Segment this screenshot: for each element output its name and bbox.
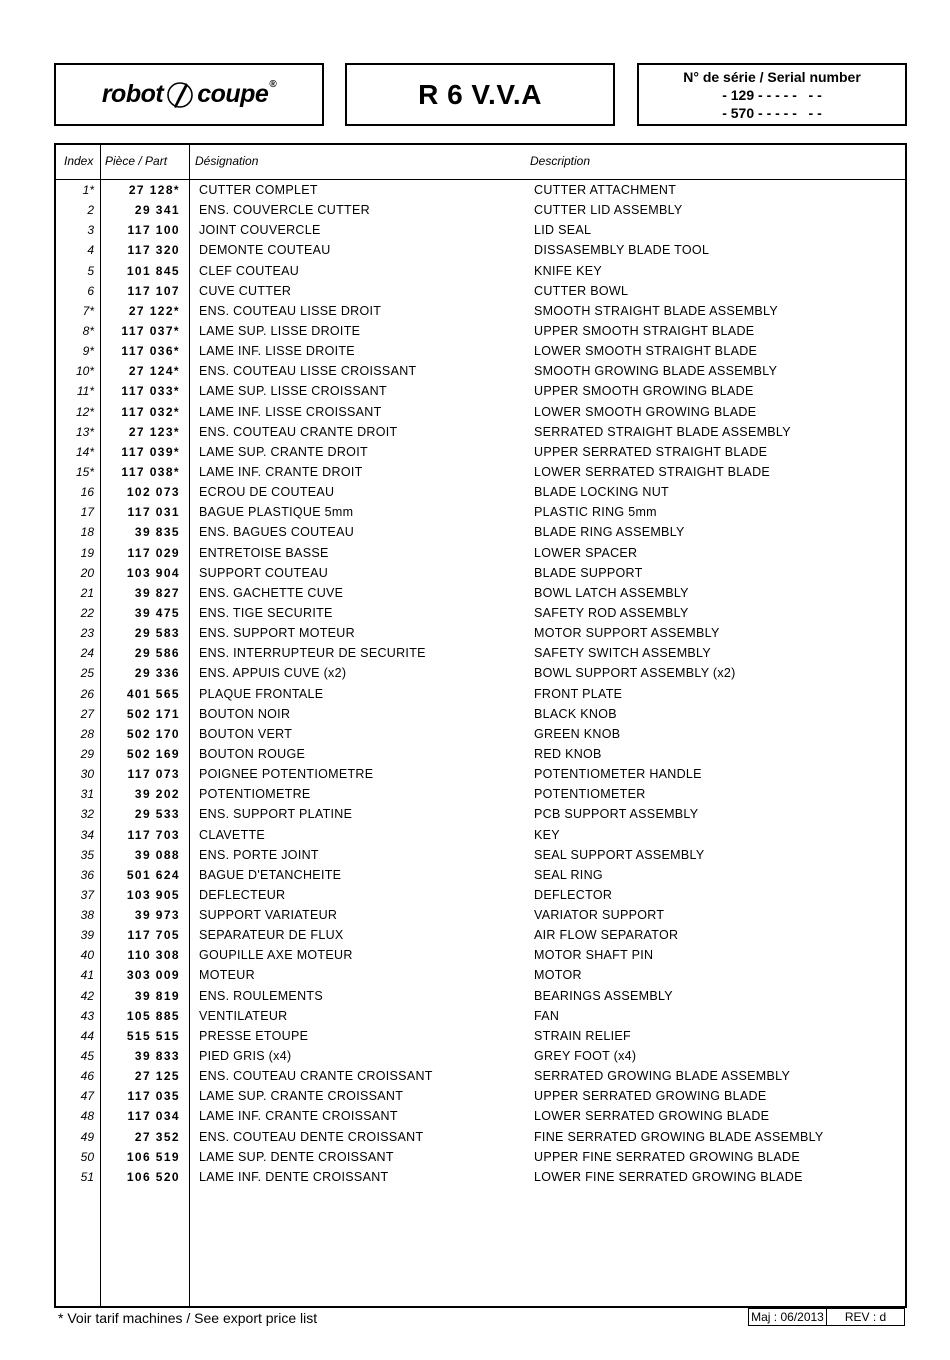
table-row — [56, 964, 905, 984]
row-index: 32 — [80, 807, 94, 822]
logo-knife-icon — [165, 78, 195, 112]
row-description: BOWL LATCH ASSEMBLY — [534, 585, 689, 600]
row-part-number: 117 035 — [127, 1089, 180, 1104]
row-description: LOWER SMOOTH GROWING BLADE — [534, 404, 757, 419]
row-designation: DEFLECTEUR — [199, 887, 286, 902]
row-part-number: 117 100 — [127, 223, 180, 238]
table-row — [56, 1166, 905, 1186]
row-description: BLADE RING ASSEMBLY — [534, 525, 685, 540]
row-part-number: 27 352 — [134, 1129, 180, 1144]
table-row — [56, 783, 905, 803]
table-row — [56, 521, 905, 541]
row-designation: BOUTON ROUGE — [199, 746, 306, 761]
row-designation: PLAQUE FRONTALE — [199, 686, 324, 701]
row-index: 2 — [87, 203, 94, 218]
row-description: UPPER SERRATED STRAIGHT BLADE — [534, 444, 768, 459]
table-row — [56, 582, 905, 602]
row-description: FAN — [534, 1008, 560, 1023]
row-index: 46 — [80, 1069, 94, 1084]
table-row — [56, 219, 905, 239]
row-designation: MOTEUR — [199, 968, 255, 983]
row-index: 35 — [80, 847, 94, 862]
table-row — [56, 1146, 905, 1166]
table-row — [56, 642, 905, 662]
row-index: 25 — [80, 666, 94, 681]
row-index: 36 — [80, 867, 94, 882]
row-description: BLACK KNOB — [534, 706, 617, 721]
row-index: 20 — [80, 565, 94, 580]
row-designation: LAME SUP. DENTE CROISSANT — [199, 1149, 394, 1164]
row-index: 19 — [80, 545, 94, 560]
row-designation: ENS. ROULEMENTS — [199, 988, 323, 1003]
table-row — [56, 260, 905, 280]
row-description: MOTOR SHAFT PIN — [534, 948, 654, 963]
row-part-number: 103 904 — [126, 565, 180, 580]
row-part-number: 117 032* — [121, 404, 180, 419]
row-description: SERRATED GROWING BLADE ASSEMBLY — [534, 1069, 791, 1084]
row-designation: LAME INF. LISSE DROITE — [199, 344, 355, 359]
row-index: 47 — [80, 1089, 94, 1104]
table-row — [56, 803, 905, 823]
row-index: 22 — [80, 605, 94, 620]
row-designation: BOUTON VERT — [199, 726, 293, 741]
row-index: 4 — [87, 243, 94, 258]
row-designation: ECROU DE COUTEAU — [199, 485, 335, 500]
row-part-number: 29 341 — [134, 203, 180, 218]
row-description: BEARINGS ASSEMBLY — [534, 988, 673, 1003]
row-index: 40 — [80, 948, 94, 963]
table-row — [56, 300, 905, 320]
row-designation: LAME SUP. LISSE DROITE — [199, 323, 361, 338]
row-description: SEAL RING — [534, 867, 603, 882]
row-designation: CUTTER COMPLET — [199, 183, 318, 197]
table-row — [56, 622, 905, 642]
parts-table — [54, 143, 907, 1308]
row-description: SMOOTH GROWING BLADE ASSEMBLY — [534, 364, 778, 379]
row-description: KNIFE KEY — [534, 263, 602, 278]
row-designation: CLEF COUTEAU — [199, 263, 300, 278]
row-index: 39 — [80, 928, 94, 943]
row-designation: CLAVETTE — [199, 827, 266, 842]
revision-label: REV : d — [826, 1309, 904, 1325]
row-designation: ENS. GACHETTE CUVE — [199, 585, 344, 600]
table-row — [56, 199, 905, 219]
row-part-number: 117 705 — [127, 928, 180, 943]
row-part-number: 105 885 — [126, 1008, 180, 1023]
serial-box — [637, 63, 907, 126]
row-part-number: 110 308 — [127, 948, 180, 963]
row-part-number: 29 533 — [134, 807, 180, 822]
row-part-number: 117 107 — [127, 283, 180, 298]
row-index: 23 — [80, 626, 94, 641]
row-description: UPPER SERRATED GROWING BLADE — [534, 1089, 767, 1104]
row-designation: BAGUE PLASTIQUE 5mm — [199, 505, 354, 520]
brand-logo — [102, 78, 276, 112]
row-designation: ENS. COUTEAU CRANTE DROIT — [199, 424, 398, 439]
row-part-number: 39 833 — [134, 1049, 180, 1064]
table-row — [56, 360, 905, 380]
row-part-number: 303 009 — [126, 968, 180, 983]
row-designation: ENS. APPUIS CUVE (x2) — [199, 666, 347, 681]
row-index: 14* — [75, 444, 94, 459]
row-part-number: 29 336 — [134, 666, 180, 681]
row-designation: ENS. BAGUES COUTEAU — [199, 525, 355, 540]
row-designation: BOUTON NOIR — [199, 706, 291, 721]
row-description: LOWER SPACER — [534, 545, 638, 560]
row-index: 10* — [75, 364, 94, 379]
column-header-index: Index — [64, 154, 94, 168]
row-description: SMOOTH STRAIGHT BLADE ASSEMBLY — [534, 303, 779, 318]
row-index: 29 — [80, 746, 94, 761]
row-part-number: 502 171 — [126, 706, 180, 721]
row-description: BOWL SUPPORT ASSEMBLY (x2) — [534, 666, 736, 681]
row-part-number: 502 170 — [126, 726, 180, 741]
row-designation: JOINT COUVERCLE — [199, 223, 321, 238]
row-designation: POTENTIOMETRE — [199, 787, 311, 802]
row-description: GREEN KNOB — [534, 726, 621, 741]
row-index: 17 — [80, 505, 94, 520]
row-description: AIR FLOW SEPARATOR — [534, 928, 679, 943]
row-designation: SUPPORT COUTEAU — [199, 565, 329, 580]
row-part-number: 117 033* — [121, 384, 180, 399]
row-part-number: 39 475 — [134, 605, 180, 620]
table-row — [56, 461, 905, 481]
table-row — [56, 844, 905, 864]
row-description: GREY FOOT (x4) — [534, 1049, 637, 1064]
row-index: 37 — [80, 887, 94, 902]
row-description: MOTOR — [534, 968, 582, 983]
table-row — [56, 380, 905, 400]
row-index: 26 — [80, 686, 94, 701]
row-index: 42 — [80, 988, 94, 1003]
row-designation: DEMONTE COUTEAU — [199, 243, 331, 258]
row-index: 8* — [82, 323, 94, 338]
row-part-number: 117 036* — [121, 344, 180, 359]
row-description: KEY — [534, 827, 560, 842]
row-part-number: 39 088 — [134, 847, 180, 862]
table-row — [56, 1126, 905, 1146]
row-designation: LAME SUP. LISSE CROISSANT — [199, 384, 387, 399]
row-description: VARIATOR SUPPORT — [534, 908, 665, 923]
row-index: 30 — [80, 767, 94, 782]
row-designation: LAME SUP. CRANTE DROIT — [199, 444, 368, 459]
row-description: UPPER SMOOTH GROWING BLADE — [534, 384, 754, 399]
row-part-number: 103 905 — [126, 887, 180, 902]
row-designation: ENS. COUTEAU LISSE DROIT — [199, 303, 382, 318]
row-description: SAFETY SWITCH ASSEMBLY — [534, 646, 712, 661]
revision-box — [748, 1308, 905, 1326]
row-designation: LAME INF. LISSE CROISSANT — [199, 404, 382, 419]
row-designation: ENS. TIGE SECURITE — [199, 605, 333, 620]
row-index: 12* — [75, 404, 94, 419]
row-part-number: 39 827 — [134, 585, 180, 600]
row-description: UPPER FINE SERRATED GROWING BLADE — [534, 1149, 800, 1164]
table-row — [56, 662, 905, 682]
row-index: 5 — [87, 263, 94, 278]
row-index: 38 — [80, 908, 94, 923]
row-description: RED KNOB — [534, 746, 602, 761]
row-description: LOWER SERRATED GROWING BLADE — [534, 1109, 770, 1124]
row-index: 13* — [75, 424, 94, 439]
row-part-number: 106 519 — [126, 1149, 180, 1164]
table-row — [56, 985, 905, 1005]
table-row — [56, 763, 905, 783]
row-designation: ENS. SUPPORT MOTEUR — [199, 626, 355, 641]
row-index: 15* — [75, 464, 94, 479]
row-designation: POIGNEE POTENTIOMETRE — [199, 767, 374, 782]
row-designation: ENS. COUTEAU LISSE CROISSANT — [199, 364, 417, 379]
table-row — [56, 743, 905, 763]
row-designation: ENS. COUVERCLE CUTTER — [199, 203, 370, 218]
table-row — [56, 340, 905, 360]
row-description: LOWER FINE SERRATED GROWING BLADE — [534, 1169, 803, 1184]
row-part-number: 106 520 — [126, 1169, 180, 1184]
table-row — [56, 602, 905, 622]
row-part-number: 39 202 — [134, 787, 180, 802]
row-part-number: 117 703 — [127, 827, 180, 842]
row-designation: VENTILATEUR — [199, 1008, 288, 1023]
row-designation: ENS. COUTEAU DENTE CROISSANT — [199, 1129, 424, 1144]
row-designation: PIED GRIS (x4) — [199, 1049, 292, 1064]
row-part-number: 502 169 — [126, 746, 180, 761]
table-row — [56, 1065, 905, 1085]
table-row — [56, 401, 905, 421]
column-header-designation: Désignation — [195, 154, 259, 168]
row-index: 7* — [82, 303, 94, 318]
table-row — [56, 703, 905, 723]
row-description: BLADE SUPPORT — [534, 565, 643, 580]
row-designation: SUPPORT VARIATEUR — [199, 908, 338, 923]
row-description: LOWER SMOOTH STRAIGHT BLADE — [534, 344, 758, 359]
table-row — [56, 441, 905, 461]
row-index: 18 — [80, 525, 94, 540]
table-row — [56, 723, 905, 743]
row-designation: GOUPILLE AXE MOTEUR — [199, 948, 353, 963]
row-part-number: 39 973 — [134, 908, 180, 923]
row-description: FINE SERRATED GROWING BLADE ASSEMBLY — [534, 1129, 824, 1144]
logo-text-left: robot — [101, 80, 164, 108]
row-description: SEAL SUPPORT ASSEMBLY — [534, 847, 705, 862]
logo-text-right: coupe — [197, 80, 269, 108]
row-designation: LAME SUP. CRANTE CROISSANT — [199, 1089, 404, 1104]
serial-line: - 129 - - - - - - - — [722, 86, 822, 103]
row-description: CUTTER BOWL — [534, 283, 629, 298]
row-designation: ENS. SUPPORT PLATINE — [199, 807, 353, 822]
table-row — [56, 1045, 905, 1065]
serial-line: - 570 - - - - - - - — [722, 104, 822, 121]
row-part-number: 117 038* — [121, 464, 180, 479]
row-description: LOWER SERRATED STRAIGHT BLADE — [534, 464, 771, 479]
table-row — [56, 179, 905, 199]
table-row — [56, 1025, 905, 1045]
row-description: POTENTIOMETER — [534, 787, 646, 802]
table-row — [56, 421, 905, 441]
row-index: 6 — [87, 283, 94, 298]
row-description: POTENTIOMETER HANDLE — [534, 767, 702, 782]
row-designation: ENS. INTERRUPTEUR DE SECURITE — [199, 646, 426, 661]
table-row — [56, 320, 905, 340]
row-description: LID SEAL — [534, 223, 592, 238]
table-row — [56, 562, 905, 582]
row-description: CUTTER ATTACHMENT — [534, 183, 677, 197]
table-row — [56, 683, 905, 703]
table-row — [56, 864, 905, 884]
column-header-part: Pièce / Part — [105, 154, 168, 168]
row-description: FRONT PLATE — [534, 686, 623, 701]
row-part-number: 117 029 — [127, 545, 180, 560]
table-row — [56, 824, 905, 844]
row-index: 24 — [80, 646, 94, 661]
row-designation: LAME INF. CRANTE CROISSANT — [199, 1109, 398, 1124]
row-part-number: 117 073 — [127, 767, 180, 782]
row-designation: CUVE CUTTER — [199, 283, 292, 298]
table-row — [56, 501, 905, 521]
table-row — [56, 1005, 905, 1025]
row-part-number: 117 320 — [127, 243, 180, 258]
row-description: BLADE LOCKING NUT — [534, 485, 669, 500]
table-row — [56, 1105, 905, 1125]
row-part-number: 117 031 — [127, 505, 180, 520]
table-row — [56, 924, 905, 944]
row-index: 1* — [82, 183, 94, 197]
table-row — [56, 239, 905, 259]
row-index: 48 — [80, 1109, 94, 1124]
row-description: STRAIN RELIEF — [534, 1028, 631, 1043]
row-description: SAFETY ROD ASSEMBLY — [534, 605, 689, 620]
table-row — [56, 944, 905, 964]
model-name: R 6 V.V.A — [418, 78, 542, 110]
table-row — [56, 1085, 905, 1105]
row-designation: LAME INF. DENTE CROISSANT — [199, 1169, 389, 1184]
row-part-number: 102 073 — [126, 485, 180, 500]
row-index: 41 — [80, 968, 94, 983]
row-designation: SEPARATEUR DE FLUX — [199, 928, 344, 943]
row-index: 21 — [80, 585, 94, 600]
row-index: 50 — [80, 1149, 94, 1164]
row-description: CUTTER LID ASSEMBLY — [534, 203, 683, 218]
footer-note: * Voir tarif machines / See export price list — [58, 1310, 318, 1326]
serial-title: N° de série / Serial number — [683, 68, 861, 85]
row-index: 9* — [82, 344, 94, 359]
row-part-number: 29 586 — [134, 646, 180, 661]
row-designation: BAGUE D'ETANCHEITE — [199, 867, 342, 882]
row-index: 43 — [80, 1008, 94, 1023]
table-row — [56, 904, 905, 924]
row-description: DISSASEMBLY BLADE TOOL — [534, 243, 710, 258]
table-row — [56, 542, 905, 562]
row-part-number: 515 515 — [126, 1028, 180, 1043]
row-part-number: 101 845 — [126, 263, 180, 278]
row-part-number: 39 819 — [134, 988, 180, 1003]
row-index: 45 — [80, 1049, 94, 1064]
row-designation: ENS. COUTEAU CRANTE CROISSANT — [199, 1069, 433, 1084]
table-row — [56, 884, 905, 904]
row-description: DEFLECTOR — [534, 887, 613, 902]
row-part-number: 27 125 — [134, 1069, 180, 1084]
row-part-number: 29 583 — [134, 626, 180, 641]
row-description: UPPER SMOOTH STRAIGHT BLADE — [534, 323, 755, 338]
row-part-number: 27 123* — [128, 424, 180, 439]
table-row — [56, 481, 905, 501]
row-part-number: 117 037* — [121, 323, 180, 338]
row-index: 31 — [80, 787, 94, 802]
row-designation: ENTRETOISE BASSE — [199, 545, 329, 560]
row-part-number: 117 039* — [121, 444, 180, 459]
table-row — [56, 280, 905, 300]
model-box — [345, 63, 615, 126]
row-part-number: 39 835 — [134, 525, 180, 540]
row-description: PCB SUPPORT ASSEMBLY — [534, 807, 699, 822]
row-part-number: 401 565 — [126, 686, 180, 701]
brand-logo-box — [54, 63, 324, 126]
row-description: MOTOR SUPPORT ASSEMBLY — [534, 626, 720, 641]
row-part-number: 501 624 — [126, 867, 180, 882]
row-index: 27 — [80, 706, 94, 721]
row-index: 44 — [80, 1028, 94, 1043]
row-description: PLASTIC RING 5mm — [534, 505, 657, 520]
row-designation: LAME INF. CRANTE DROIT — [199, 464, 363, 479]
table-body — [56, 179, 905, 1186]
row-part-number: 27 124* — [128, 364, 180, 379]
row-index: 51 — [80, 1169, 94, 1184]
registered-mark: ® — [269, 79, 277, 90]
row-designation: PRESSE ETOUPE — [199, 1028, 309, 1043]
row-index: 34 — [80, 827, 94, 842]
row-index: 16 — [80, 485, 94, 500]
column-header-description: Description — [530, 154, 591, 168]
row-index: 49 — [80, 1129, 94, 1144]
update-date: Maj : 06/2013 — [751, 1310, 824, 1324]
row-index: 3 — [87, 223, 94, 238]
row-index: 28 — [80, 726, 94, 741]
row-part-number: 27 128* — [128, 183, 180, 197]
row-index: 11* — [76, 384, 94, 399]
row-part-number: 117 034 — [127, 1109, 180, 1124]
row-description: SERRATED STRAIGHT BLADE ASSEMBLY — [534, 424, 791, 439]
row-part-number: 27 122* — [128, 303, 180, 318]
row-designation: ENS. PORTE JOINT — [199, 847, 319, 862]
